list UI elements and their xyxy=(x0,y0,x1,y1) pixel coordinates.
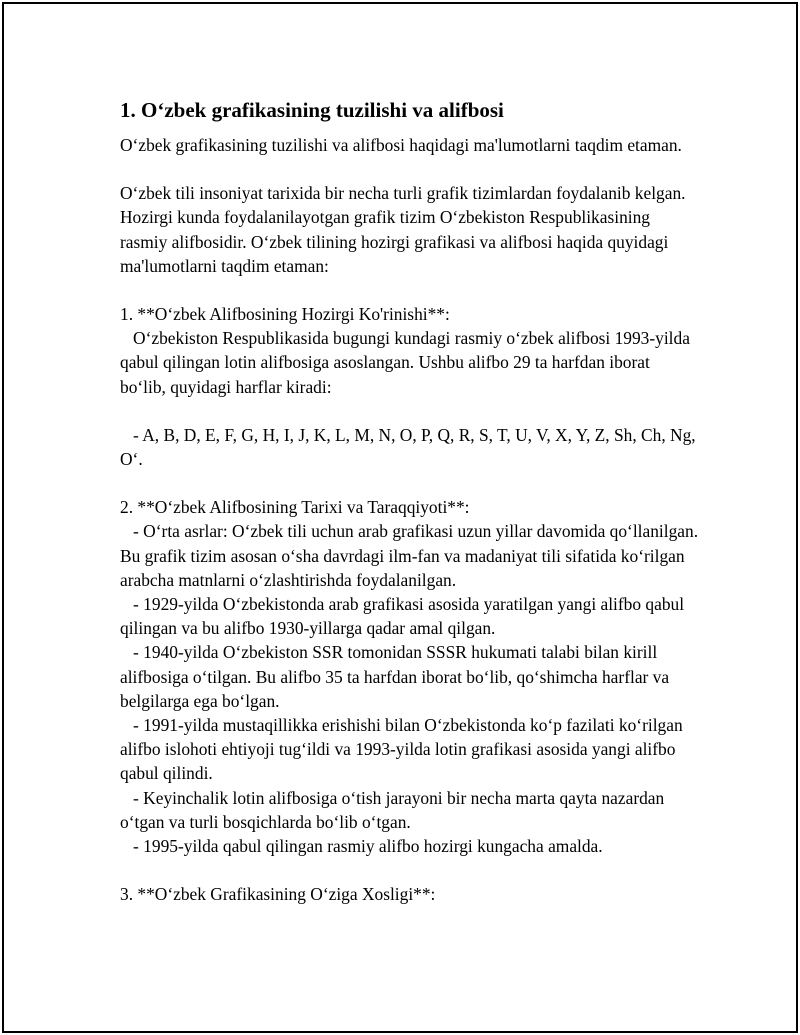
section-3-heading: 3. **O‘zbek Grafikasining O‘ziga Xosligi**: xyxy=(120,884,436,905)
background-paragraph: O‘zbek tili insoniyat tarixida bir necha turli grafik tizimlardan foydalanib kelgan. Hozirgi kunda foydalanilayotgan grafik tizim O‘zbekiston Respublikasining rasmiy alifbosidir. O‘zbek tilining hozirgi grafikasi va alifbosi haqida quyidagi ma'lumotlarni taqdim etaman: xyxy=(120,183,690,276)
section-2-paragraph: 2. **O‘zbek Alifbosining Tarixi va Taraqqiyoti**: - O‘rta asrlar: O‘zbek tili uchun arab grafikasi uzun yillar davomida qo‘llanilgan. Bu grafik tizim asosan o‘sha davrdagi ilm-fan va madaniyat tili sifatida ko‘rilgan arabcha matnlarni o‘zlashtirishda foydalanilgan. - 1929-yilda O‘zbekistonda arab grafikasi asosida yaratilgan yangi alifbo qabul qilingan va bu alifbo 1930-yillarga qadar amal qilgan. - 1940-yilda O‘zbekiston SSR tomonidan SSSR hukumati talabi bilan kirill alifbosiga o‘tilgan. Bu alifbo 35 ta harfdan iborat bo‘lib, qo‘shimcha harflar va belgilarga ega bo‘lgan. - 1991-yilda mustaqillikka erishishi bilan O‘zbekistonda ko‘p fazilati ko‘rilgan alifbo islohoti ehtiyoji tug‘ildi va 1993-yilda lotin grafikasi asosida yangi alifbo qabul qilindi. - Keyinchalik lotin alifbosiga o‘tish jarayoni bir necha marta qayta nazardan o‘tgan va turli bosqichlarda bo‘lib o‘tgan. - 1995-yilda qabul qilingan rasmiy alifbo hozirgi kungacha amalda. xyxy=(120,497,699,857)
document-page xyxy=(2,2,798,1033)
intro-paragraph: O‘zbek grafikasining tuzilishi va alifbosi haqidagi ma'lumotlarni taqdim etaman. xyxy=(120,135,682,155)
document-content xyxy=(120,96,700,906)
document-title: 1. O‘zbek grafikasining tuzilishi va alifbosi xyxy=(120,98,504,122)
alphabet-list-paragraph: - A, B, D, E, F, G, H, I, J, K, L, M, N, O, P, Q, R, S, T, U, V, X, Y, Z, Sh, Ch, Ng, O‘. xyxy=(120,424,700,470)
section-1-paragraph: 1. **O‘zbek Alifbosining Hozirgi Ko'rinishi**: O‘zbekiston Respublikasida bugungi kundagi rasmiy o‘zbek alifbosi 1993-yilda qabul qilingan lotin alifbosiga asoslangan. Ushbu alifbo 29 ta harfdan iborat bo‘lib, quyidagi harflar kiradi: xyxy=(120,304,690,397)
